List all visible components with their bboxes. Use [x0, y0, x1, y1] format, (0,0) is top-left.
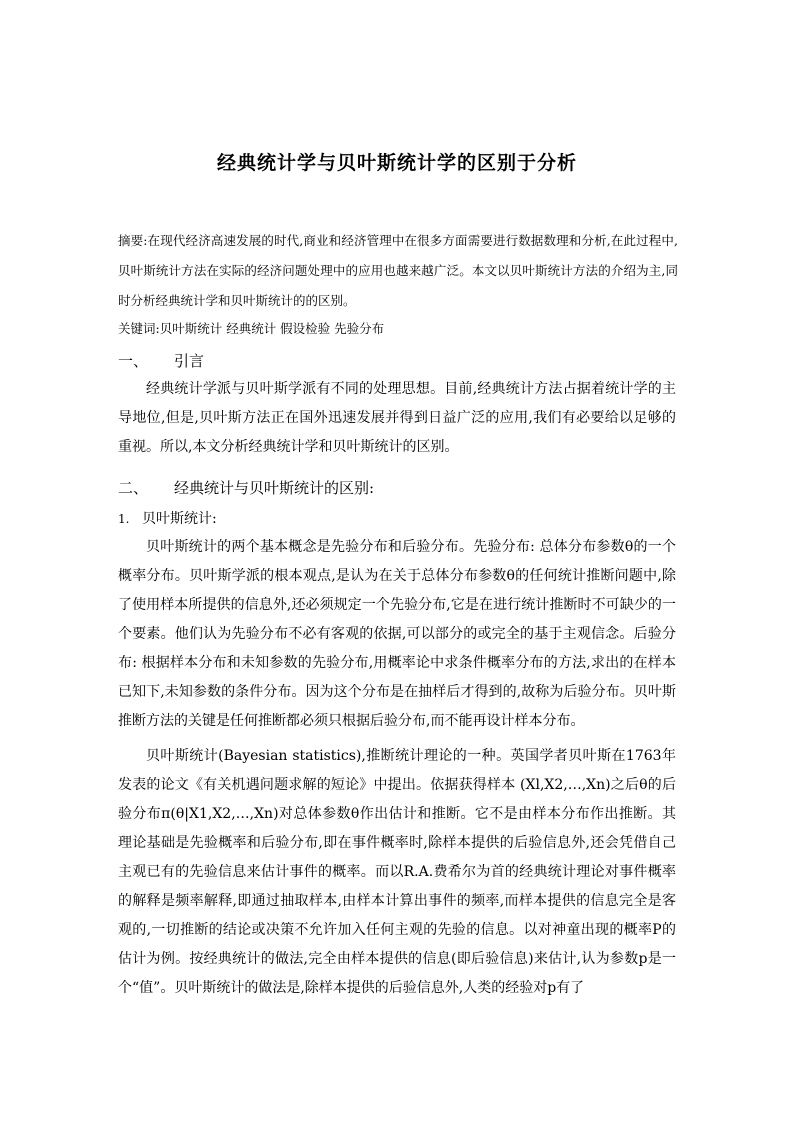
section-number: 一、	[118, 352, 149, 370]
keywords	[118, 317, 384, 341]
section-title: 经典统计与贝叶斯统计的区别:	[174, 479, 375, 497]
abstract-text: 在现代经济高速发展的时代,商业和经济管理中在很多方面需要进行数据数理和分析,在此过程中,贝叶斯统计方法在实际的经济问题处理中的应用也越来越广泛。本文以贝叶斯统计方法的介绍为主,同时分析经典统计学和贝叶斯统计的的区别。	[118, 233, 678, 308]
section-1-body	[118, 375, 676, 462]
paragraph: 贝叶斯统计(Bayesian statistics),推断统计理论的一种。英国学者贝叶斯在1763年发表的论文《有关机遇问题求解的短论》中提出。依据获得样本 (Xl,X2,…,Xn)之后θ的后验分布π(θ|X1,X2,…,Xn)对总体参数θ作出估计和推断。它不是由样本分布作出推断。其理论基础是先验概率和后验分布,即在事件概率时,除样本提供的后验信息外,还会凭借自己主观已有的先验信息来估计事件的概率。而以R.A.费希尔为首的经典统计理论对事件概率的解释是频率解释,即通过抽取样本,由样本计算出事件的频率,而样本提供的信息完全是客观的,一切推断的结论或决策不允许加入任何主观的先验的信息。以对神童出现的概率P的估计为例。按经典统计的做法,完全由样本提供的信息(即后验信息)来估计,认为参数p是一个“值”。贝叶斯统计的做法是,除样本提供的后验信息外,人类的经验对p有了	[118, 748, 676, 996]
section-heading-2	[118, 476, 374, 500]
keywords-text: 贝叶斯统计 经典统计 假设检验 先验分布	[159, 321, 385, 336]
keywords-label: 关键词:	[118, 321, 160, 336]
subsection-heading-1	[118, 507, 217, 531]
section-number: 二、	[118, 479, 149, 497]
abstract-label: 摘要:	[118, 233, 148, 248]
subsection-number: 1.	[118, 512, 130, 526]
subsection-title: 贝叶斯统计:	[142, 511, 217, 527]
subsection-1-body	[118, 533, 676, 1003]
section-heading-1	[118, 349, 204, 373]
paragraph: 经典统计学派与贝叶斯学派有不同的处理思想。目前,经典统计方法占据着统计学的主导地位,但是,贝叶斯方法正在国外迅速发展并得到日益广泛的应用,我们有必要给以足够的重视。所以,本文分析经典统计学和贝叶斯统计的区别。	[118, 381, 676, 455]
abstract	[118, 226, 678, 316]
paragraph: 贝叶斯统计的两个基本概念是先验分布和后验分布。先验分布: 总体分布参数θ的一个概率分布。贝叶斯学派的根本观点,是认为在关于总体分布参数θ的任何统计推断问题中,除了使用样本所提供的信息外,还必须规定一个先验分布,它是在进行统计推断时不可缺少的一个要素。他们认为先验分布不必有客观的依据,可以部分的或完全的基于主观信念。后验分布: 根据样本分布和未知参数的先验分布,用概率论中求条件概率分布的方法,求出的在样本已知下,未知参数的条件分布。因为这个分布是在抽样后才得到的,故称为后验分布。贝叶斯推断方法的关键是任何推断都必须只根据后验分布,而不能再设计样本分布。	[118, 539, 676, 729]
page-title: 经典统计学与贝叶斯统计学的区别于分析	[216, 152, 577, 174]
section-title: 引言	[174, 352, 205, 370]
